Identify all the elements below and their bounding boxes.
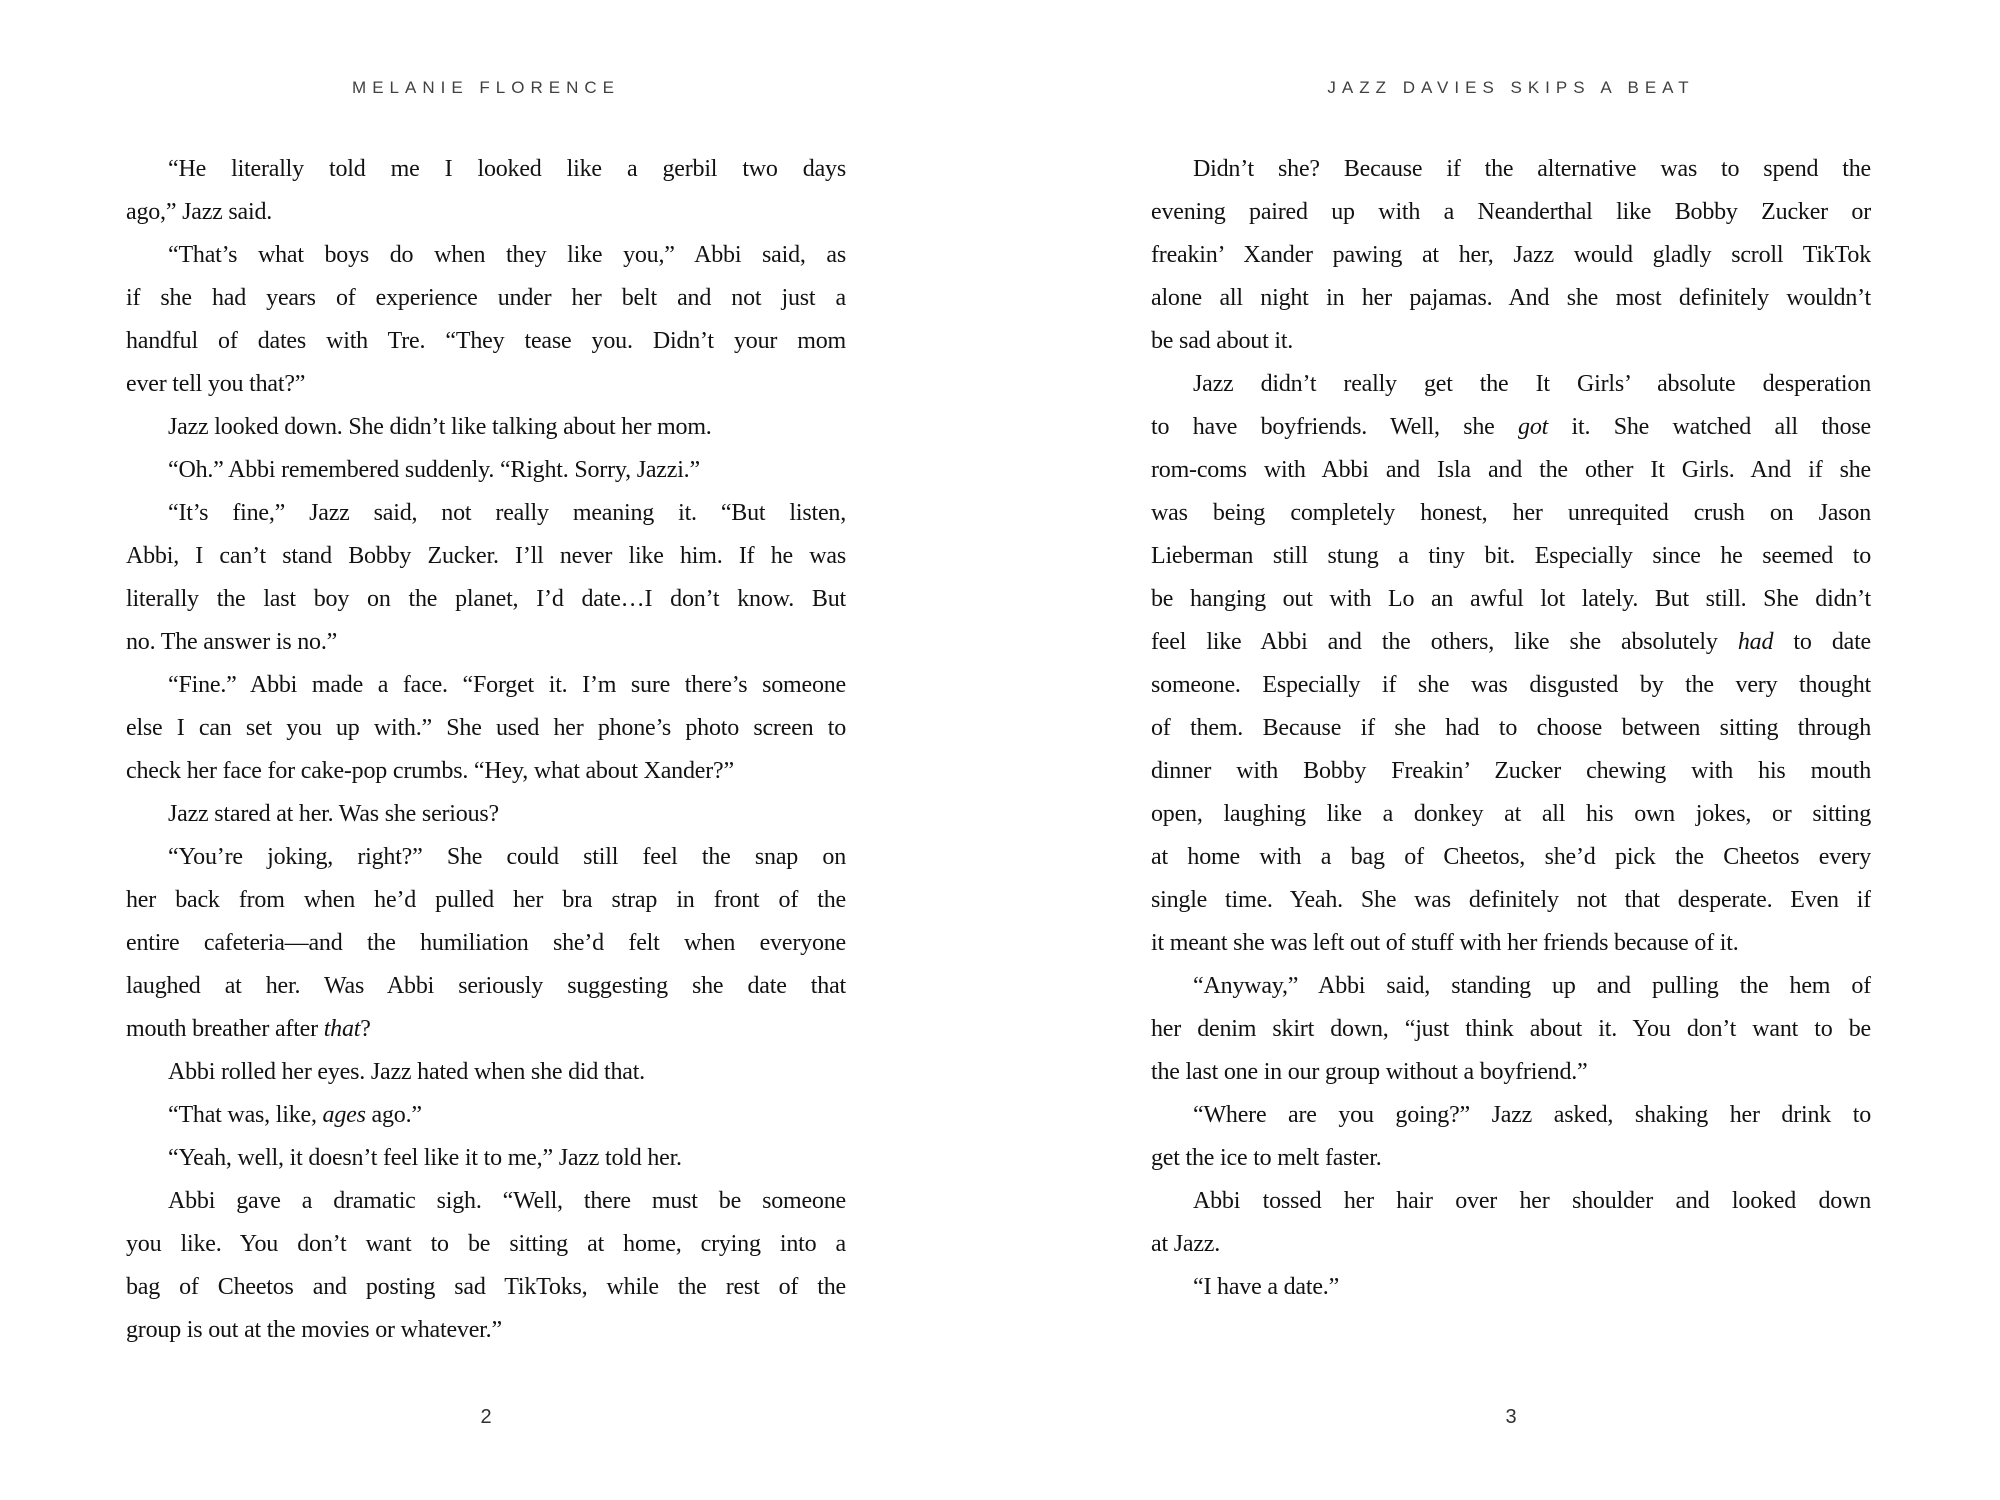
text-line [126, 234, 846, 277]
italic-text: got [1518, 414, 1549, 440]
text-line [126, 1008, 846, 1051]
body-text: it. She watched all those [1548, 414, 1871, 440]
text-line [126, 1051, 846, 1094]
body-text: Lieberman still stung a tiny bit. Especially since he seemed to [1151, 543, 1871, 569]
text-line [126, 836, 846, 879]
body-text: “Fine.” Abbi made a face. “Forget it. I’m sure there’s someone [168, 672, 846, 698]
text-line [1151, 965, 1871, 1008]
body-text: ? [360, 1016, 371, 1042]
body-text: entire cafeteria—and the humiliation she’d felt when everyone [126, 930, 846, 956]
italic-text: had [1737, 629, 1774, 655]
body-text: get the ice to melt faster. [1151, 1145, 1382, 1171]
text-line [126, 578, 846, 621]
text-line [1151, 234, 1871, 277]
body-text: her denim skirt down, “just think about it. You don’t want to be [1151, 1016, 1871, 1042]
text-line [1151, 191, 1871, 234]
body-text: “He literally told me I looked like a gerbil two days [168, 156, 846, 182]
text-line [126, 750, 846, 793]
text-line [126, 535, 846, 578]
text-line [1151, 1051, 1871, 1094]
text-line [126, 492, 846, 535]
text-line [126, 277, 846, 320]
body-text: group is out at the movies or whatever.” [126, 1317, 502, 1343]
body-text: ago.” [365, 1102, 422, 1128]
italic-text: that [323, 1016, 361, 1042]
text-line [1151, 535, 1871, 578]
body-text: to date [1773, 629, 1871, 655]
text-line [1151, 492, 1871, 535]
body-text: single time. Yeah. She was definitely not that desperate. Even if [1151, 887, 1871, 913]
body-text: someone. Especially if she was disgusted by the very thought [1151, 672, 1871, 698]
body-text: open, laughing like a donkey at all his own jokes, or sitting [1151, 801, 1871, 827]
body-text: ago,” Jazz said. [126, 199, 273, 225]
body-text: be hanging out with Lo an awful lot lately. But still. She didn’t [1151, 586, 1871, 612]
text-line [1151, 578, 1871, 621]
text-line [126, 664, 846, 707]
body-text: “It’s fine,” Jazz said, not really meaning it. “But listen, [168, 500, 846, 526]
body-text: “I have a date.” [1193, 1274, 1340, 1300]
body-text: dinner with Bobby Freakin’ Zucker chewing with his mouth [1151, 758, 1871, 784]
body-text: ever tell you that?” [126, 371, 306, 397]
text-line [1151, 836, 1871, 879]
text-line [126, 1180, 846, 1223]
body-text: if she had years of experience under her belt and not just a [126, 285, 846, 311]
body-text: it meant she was left out of stuff with her friends because of it. [1151, 930, 1739, 956]
text-line [126, 707, 846, 750]
text-line [1151, 1094, 1871, 1137]
page-number-right: 3 [1505, 1406, 1517, 1428]
body-text: “Oh.” Abbi remembered suddenly. “Right. Sorry, Jazzi.” [168, 457, 700, 483]
text-line [126, 965, 846, 1008]
body-text: handful of dates with Tre. “They tease you. Didn’t your mom [126, 328, 846, 354]
text-line [1151, 707, 1871, 750]
text-line [1151, 148, 1871, 191]
text-line [1151, 1223, 1871, 1266]
text-line [1151, 449, 1871, 492]
text-line [126, 449, 846, 492]
page-text-right [1151, 148, 1871, 1309]
body-text: “You’re joking, right?” She could still feel the snap on [168, 844, 846, 870]
text-line [126, 879, 846, 922]
text-line [1151, 750, 1871, 793]
text-line [1151, 621, 1871, 664]
italic-text: ages [322, 1102, 366, 1128]
body-text: alone all night in her pajamas. And she most definitely wouldn’t [1151, 285, 1871, 311]
body-text: Abbi gave a dramatic sigh. “Well, there must be someone [168, 1188, 846, 1214]
text-line [1151, 277, 1871, 320]
body-text: the last one in our group without a boyfriend.” [1151, 1059, 1588, 1085]
text-line [126, 363, 846, 406]
text-line [126, 320, 846, 363]
text-line [126, 1094, 846, 1137]
text-line [126, 1137, 846, 1180]
body-text: laughed at her. Was Abbi seriously suggesting she date that [126, 973, 846, 999]
body-text: at Jazz. [1151, 1231, 1221, 1257]
text-line [1151, 1008, 1871, 1051]
text-line [126, 1223, 846, 1266]
text-line [1151, 879, 1871, 922]
body-text: of them. Because if she had to choose between sitting through [1151, 715, 1871, 741]
body-text: Abbi rolled her eyes. Jazz hated when she did that. [168, 1059, 645, 1085]
text-line [126, 621, 846, 664]
running-header-author: MELANIE FLORENCE [352, 78, 620, 97]
page-text-left [126, 148, 846, 1352]
running-header-title: JAZZ DAVIES SKIPS A BEAT [1327, 78, 1695, 97]
right-page [1000, 0, 2000, 1500]
text-line [1151, 922, 1871, 965]
body-text: “That’s what boys do when they like you,” Abbi said, as [168, 242, 846, 268]
body-text: rom-coms with Abbi and Isla and the other It Girls. And if she [1151, 457, 1871, 483]
body-text: Abbi, I can’t stand Bobby Zucker. I’ll never like him. If he was [126, 543, 846, 569]
body-text: “That was, like, [168, 1102, 323, 1128]
body-text: to have boyfriends. Well, she [1151, 414, 1519, 440]
body-text: be sad about it. [1151, 328, 1294, 354]
body-text: check her face for cake-pop crumbs. “Hey, what about Xander?” [126, 758, 734, 784]
page-number-left: 2 [480, 1406, 492, 1428]
text-line [126, 191, 846, 234]
text-line [126, 148, 846, 191]
body-text: bag of Cheetos and posting sad TikToks, while the rest of the [126, 1274, 846, 1300]
text-line [126, 1266, 846, 1309]
body-text: was being completely honest, her unrequited crush on Jason [1151, 500, 1871, 526]
body-text: feel like Abbi and the others, like she absolutely [1151, 629, 1738, 655]
body-text: Jazz looked down. She didn’t like talking about her mom. [168, 414, 712, 440]
text-line [126, 1309, 846, 1352]
body-text: Abbi tossed her hair over her shoulder and looked down [1193, 1188, 1871, 1214]
text-line [1151, 1137, 1871, 1180]
text-line [1151, 1180, 1871, 1223]
body-text: evening paired up with a Neanderthal like Bobby Zucker or [1151, 199, 1871, 225]
text-line [1151, 406, 1871, 449]
body-text: no. The answer is no.” [126, 629, 338, 655]
body-text: at home with a bag of Cheetos, she’d pick the Cheetos every [1151, 844, 1871, 870]
body-text: “Yeah, well, it doesn’t feel like it to me,” Jazz told her. [168, 1145, 682, 1171]
text-line [1151, 793, 1871, 836]
body-text: Didn’t she? Because if the alternative was to spend the [1193, 156, 1871, 182]
body-text: mouth breather after [126, 1016, 324, 1042]
body-text: Jazz stared at her. Was she serious? [168, 801, 499, 827]
text-line [1151, 363, 1871, 406]
body-text: literally the last boy on the planet, I’d date…I don’t know. But [126, 586, 846, 612]
body-text: her back from when he’d pulled her bra strap in front of the [126, 887, 846, 913]
text-line [126, 793, 846, 836]
body-text: “Where are you going?” Jazz asked, shaking her drink to [1193, 1102, 1871, 1128]
body-text: you like. You don’t want to be sitting at home, crying into a [126, 1231, 846, 1257]
body-text: Jazz didn’t really get the It Girls’ absolute desperation [1193, 371, 1871, 397]
text-line [126, 406, 846, 449]
text-line [1151, 664, 1871, 707]
body-text: freakin’ Xander pawing at her, Jazz would gladly scroll TikTok [1151, 242, 1871, 268]
text-line [1151, 320, 1871, 363]
body-text: “Anyway,” Abbi said, standing up and pulling the hem of [1193, 973, 1871, 999]
text-line [1151, 1266, 1871, 1309]
body-text: else I can set you up with.” She used her phone’s photo screen to [126, 715, 846, 741]
text-line [126, 922, 846, 965]
